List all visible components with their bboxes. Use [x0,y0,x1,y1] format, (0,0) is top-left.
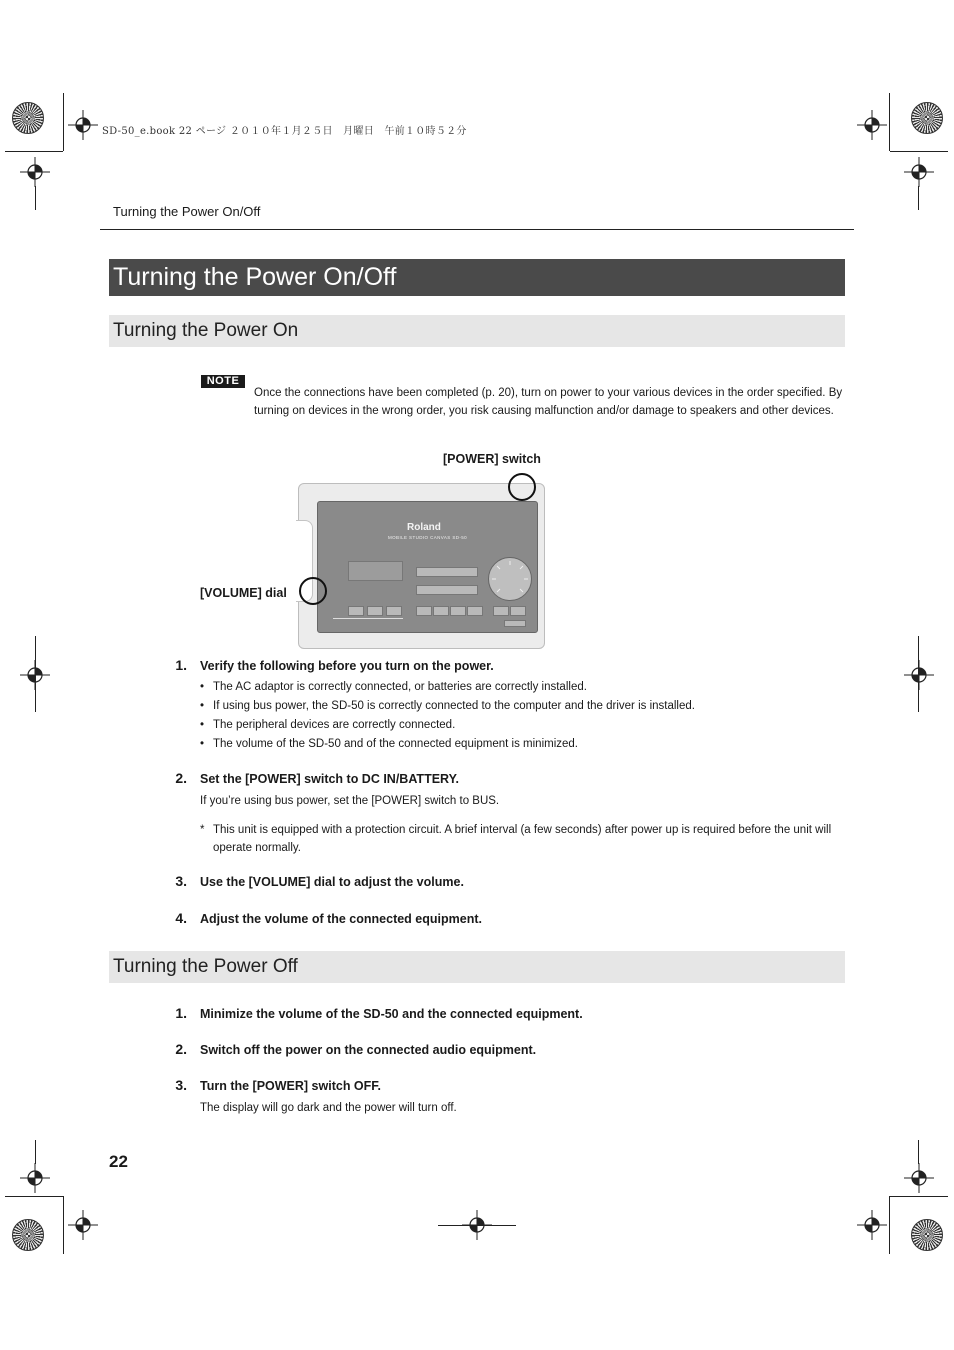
chapter-title: Turning the Power On/Off [113,263,397,291]
step-body: If you’re using bus power, set the [POWER] switch to BUS. [200,795,500,807]
crop-mark [918,636,919,712]
crop-mark [35,1140,36,1164]
list-item: • The AC adaptor is correctly connected, or batteries are correctly installed. [200,681,587,693]
device-slider-track [333,618,403,619]
volume-dial-callout: [VOLUME] dial [200,586,287,600]
registration-mark [68,1210,98,1240]
volume-dial-highlight [299,577,327,605]
registration-mark [904,1163,934,1193]
registration-mark [20,157,50,187]
step-number: 3. [175,1077,187,1093]
registration-mark [904,660,934,690]
power-switch-callout: [POWER] switch [443,452,541,466]
list-item: • The volume of the SD-50 and of the connected equipment is minimized. [200,738,579,750]
device-button [348,606,364,616]
asterisk-note: This unit is equipped with a protection circuit. A brief interval (a few seconds) after power up is required before the unit will operate normally. [213,824,832,854]
device-display [348,561,403,581]
device-button [510,606,526,616]
registration-mark [857,110,887,140]
device-button [450,606,466,616]
crop-mark [889,93,890,151]
step-number: 2. [175,1041,187,1057]
step-body: The display will go dark and the power will turn off. [200,1102,457,1114]
running-head: Turning the Power On/Off [113,204,261,219]
step-number: 4. [175,910,187,926]
device-button [416,567,478,577]
crop-mark [890,1196,948,1197]
device-logo: Roland [407,522,441,533]
crop-mark [35,636,36,712]
step-number: 1. [175,1005,187,1021]
crop-mark [918,1140,919,1164]
crop-mark [918,186,919,210]
device-button [386,606,402,616]
step-text: Use the [VOLUME] dial to adjust the volume. [200,875,464,889]
device-port [504,620,526,627]
header-rule [100,229,854,230]
asterisk-mark: * [200,824,205,836]
printer-color-mark [911,102,943,134]
knob-ticks [488,557,532,601]
printer-color-mark [911,1219,943,1251]
step-text: Verify the following before you turn on the power. [200,659,494,673]
step-text: Minimize the volume of the SD-50 and the connected equipment. [200,1007,583,1021]
section-title-power-on: Turning the Power On [113,320,299,341]
crop-mark [5,1196,63,1197]
registration-mark [20,1163,50,1193]
crop-mark [63,1196,64,1254]
crop-mark [438,1225,516,1226]
step-text: Adjust the volume of the connected equipment. [200,912,482,926]
crop-mark [5,151,63,152]
step-number: 1. [175,657,187,673]
print-info: SD-50_e.book 22 ページ ２０１０年１月２５日 月曜日 午前１０時５２分 [102,126,467,137]
printer-color-mark [12,102,44,134]
step-text: Switch off the power on the connected audio equipment. [200,1043,537,1057]
section-title-power-off: Turning the Power Off [113,956,298,977]
device-button [493,606,509,616]
list-item: • If using bus power, the SD-50 is correctly connected to the computer and the driver is installed. [200,700,695,712]
note-text: Once the connections have been completed (p. 20), turn on power to your various devices in the order specified. By turning on devices in the wrong order, you risk causing malfunction and/or damage to speakers and other devices. [254,387,843,417]
note-badge: NOTE [201,375,245,388]
crop-mark [35,186,36,210]
device-button [416,585,478,595]
device-model-text: MOBILE STUDIO CANVAS SD-50 [388,535,468,540]
device-button [416,606,432,616]
printer-color-mark [12,1219,44,1251]
power-switch-highlight [508,473,536,501]
step-number: 2. [175,770,187,786]
device-button [367,606,383,616]
step-text: Turn the [POWER] switch OFF. [200,1079,382,1093]
device-button [467,606,483,616]
page-number: 22 [109,1152,128,1171]
registration-mark [904,157,934,187]
step-number: 3. [175,873,187,889]
registration-mark [68,110,98,140]
crop-mark [63,93,64,151]
registration-mark [857,1210,887,1240]
step-text: Set the [POWER] switch to DC IN/BATTERY. [200,772,460,786]
crop-mark [889,1196,890,1254]
crop-mark [890,151,948,152]
list-item: • The peripheral devices are correctly connected. [200,719,456,731]
device-button [433,606,449,616]
